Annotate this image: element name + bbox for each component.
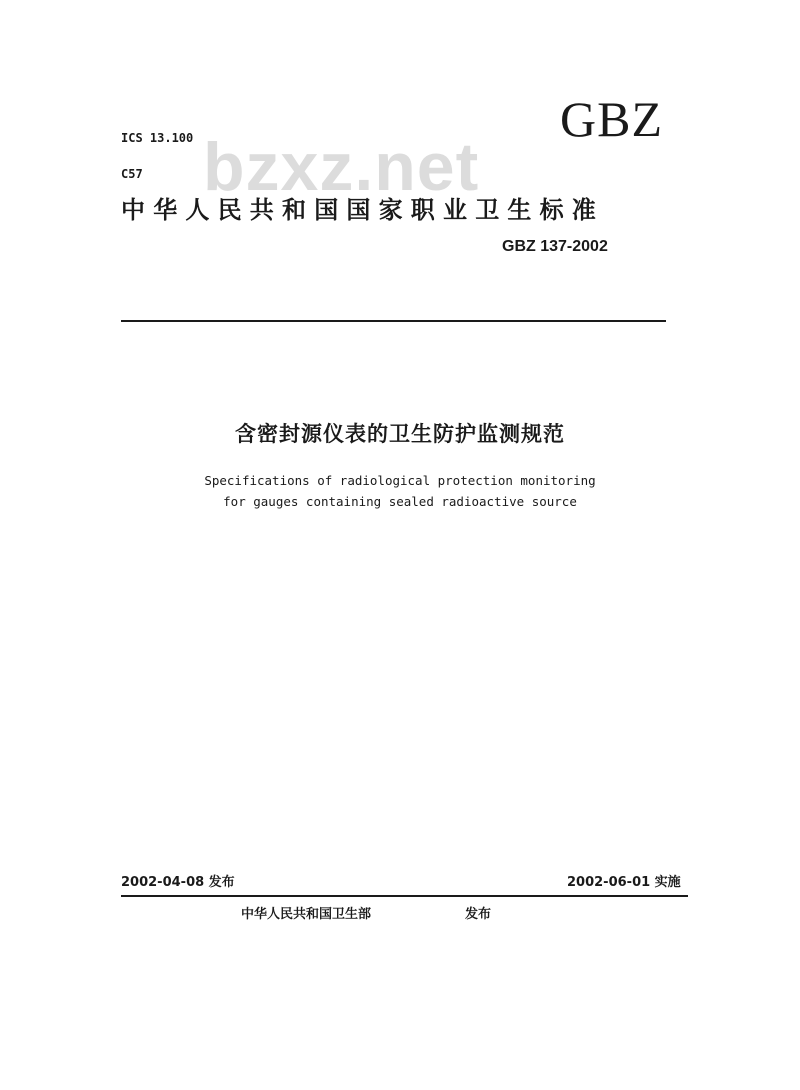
document-title-en-line2: for gauges containing sealed radioactive source bbox=[223, 494, 577, 509]
issue-date: 2002-04-08 发布 bbox=[121, 875, 235, 890]
bottom-divider bbox=[121, 895, 688, 897]
issuing-action: 发布 bbox=[465, 907, 492, 922]
watermark: bzxz.net bbox=[203, 129, 480, 205]
document-title-zh: 含密封源仪表的卫生防护监测规范 bbox=[235, 422, 565, 446]
gbz-logo: GBZ bbox=[560, 91, 663, 147]
standard-category-title: 中华人民共和国国家职业卫生标准 bbox=[121, 196, 604, 224]
standard-number: GBZ 137-2002 bbox=[502, 238, 608, 255]
ics-code: ICS 13.100 bbox=[121, 131, 194, 145]
top-divider bbox=[121, 320, 666, 322]
ccs-code: C57 bbox=[121, 167, 143, 181]
document-title-en-line1: Specifications of radiological protection monitoring bbox=[204, 473, 596, 488]
implementation-date: 2002-06-01 实施 bbox=[567, 875, 681, 890]
issuing-authority: 中华人民共和国卫生部 bbox=[241, 907, 372, 922]
